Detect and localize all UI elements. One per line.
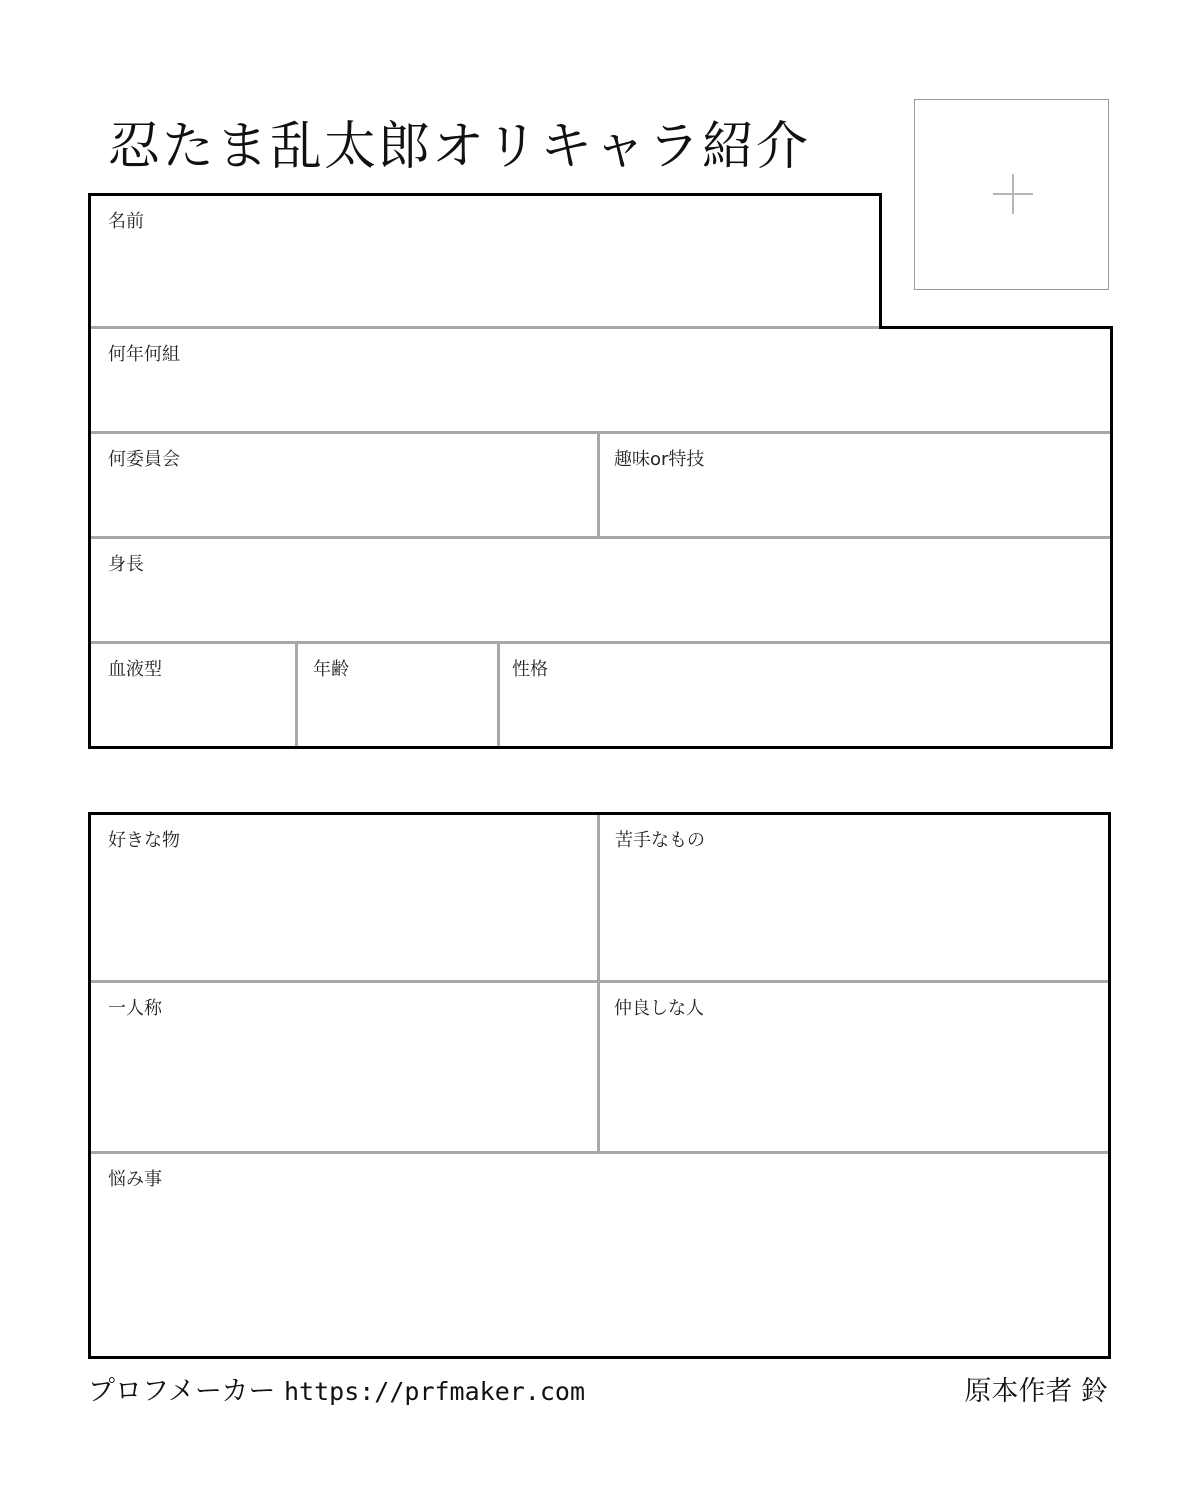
field-blood-type[interactable] [91, 644, 295, 746]
footer-author-label: 原本作者 [964, 1376, 1073, 1407]
field-age[interactable] [298, 644, 497, 746]
field-likes[interactable] [91, 815, 597, 980]
field-label-blood-type: 血液型 [108, 659, 162, 680]
field-label-likes: 好きな物 [108, 830, 180, 851]
frame-step-vertical [879, 193, 882, 329]
photo-upload-box[interactable] [914, 99, 1109, 290]
field-label-worries: 悩み事 [108, 1169, 162, 1190]
field-height[interactable] [91, 539, 1110, 641]
footer-author [964, 1372, 1108, 1412]
footer-maker-label: プロフメーカー [88, 1376, 276, 1407]
footer-credit [88, 1372, 585, 1412]
field-close-friends[interactable] [600, 983, 1108, 1151]
field-label-grade-class: 何年何組 [108, 344, 180, 365]
frame-right-basic [1110, 326, 1113, 749]
plus-icon [993, 174, 1033, 214]
field-label-dislikes: 苦手なもの [615, 830, 705, 851]
field-label-close-friends: 仲良しな人 [614, 998, 704, 1019]
field-name[interactable] [91, 196, 879, 326]
field-grade-class[interactable] [91, 329, 1110, 431]
frame-right-details [1108, 812, 1111, 1359]
field-label-name: 名前 [108, 211, 144, 232]
field-label-first-person: 一人称 [108, 998, 162, 1019]
frame-bottom-details [88, 1356, 1111, 1359]
field-label-hobby-skill: 趣味or特技 [614, 449, 705, 470]
field-personality[interactable] [500, 644, 1110, 746]
footer-url-link[interactable]: https://prfmaker.com [283, 1377, 586, 1406]
field-hobby-skill[interactable] [600, 434, 1110, 536]
field-label-committee: 何委員会 [108, 449, 180, 470]
field-label-age: 年齢 [313, 659, 349, 680]
page-title: 忍たま乱太郎オリキャラ紹介 [108, 117, 811, 177]
field-worries[interactable] [91, 1154, 1108, 1356]
footer-author-name: 鈴 [1081, 1376, 1108, 1407]
field-label-personality: 性格 [512, 659, 548, 680]
field-committee[interactable] [91, 434, 597, 536]
frame-bottom-basic [88, 746, 1113, 749]
field-dislikes[interactable] [600, 815, 1108, 980]
field-label-height: 身長 [108, 554, 144, 575]
field-first-person[interactable] [91, 983, 597, 1151]
